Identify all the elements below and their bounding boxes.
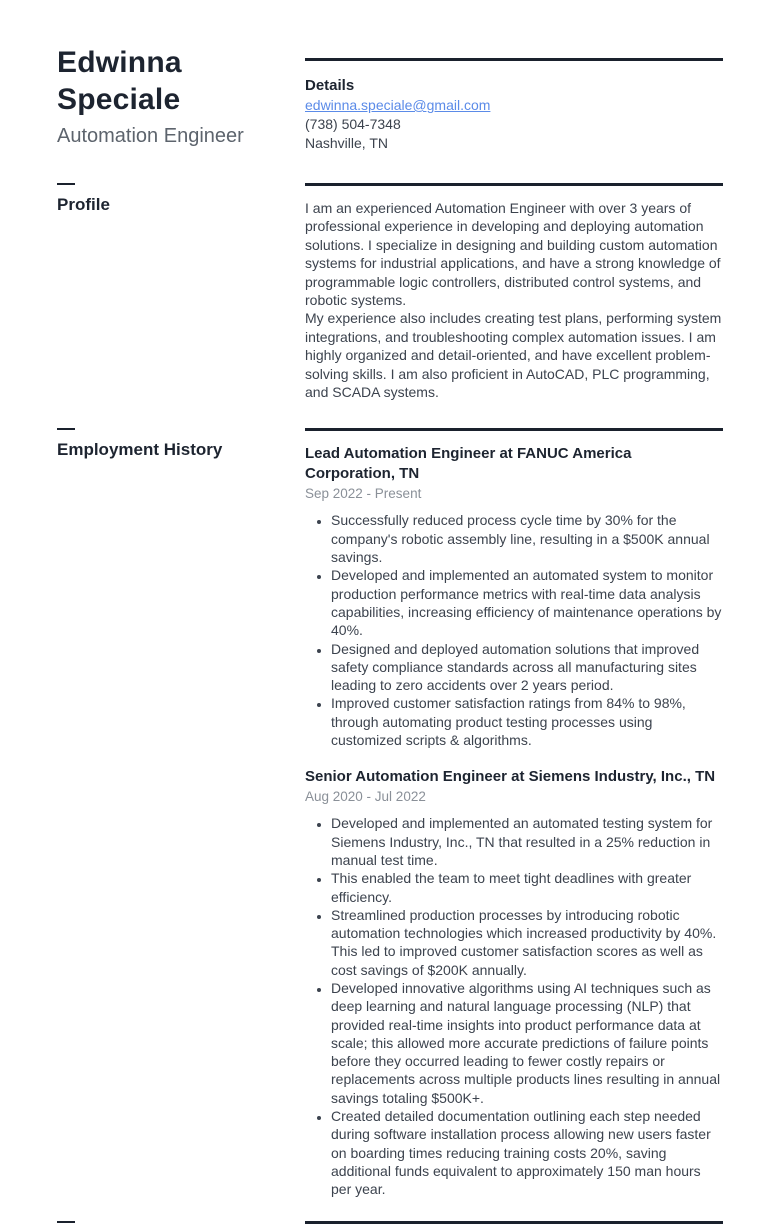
job-entry [305,444,723,749]
next-section-content [305,1221,723,1224]
job-bullet: • This enabled the team to meet tight deadlines with greater efficiency. [331,869,723,906]
next-section-label-block [57,1221,290,1224]
details-heading: Details [305,77,355,94]
job-bullet-list [305,814,723,1198]
profile-heading: Profile [57,195,110,214]
job-bullet-list [305,511,723,749]
job-bullet: • Developed and implemented an automated testing system for Siemens Industry, Inc., TN that resulted in a 25% reduction in manual test time. [331,814,723,869]
next-section-divider-dash [57,1221,75,1223]
job-title: Senior Automation Engineer at Siemens Industry, Inc., TN [305,768,716,786]
employment-label-block [57,428,290,1198]
job-bullet: • Successfully reduced process cycle time by 30% for the company's robotic assembly line, resulting in a $500K annual savings. [331,511,723,566]
email-row [305,96,723,115]
profile-label-block [57,183,290,401]
job-dates: Sep 2022 - Present [305,486,422,502]
job-bullet: • Streamlined production processes by introducing robotic automation technologies which increased productivity by 40%. This led to improved customer satisfaction scores as well as cost savings of $200K annually. [331,906,723,979]
resume-page [0,44,768,1198]
profile-paragraph: My experience also includes creating test plans, performing system integrations, and troubleshooting complex automation issues. I am highly organized and detail-oriented, and have excellent problem-solving skills. I am also proficient in AutoCAD, PLC programming, and SCADA systems. [305,310,722,401]
profile-content [305,183,723,401]
profile-paragraph: I am an experienced Automation Engineer with over 3 years of professional experience in developing and deploying automation solutions. I specialize in designing and building custom automation systems for industrial applications, and have a strong knowledge of programmable logic controllers, distributed control systems, and robotic systems. [305,200,721,309]
location-text: Nashville, TN [305,134,388,151]
candidate-name: Edwinna Speciale [57,46,182,116]
candidate-job-title: Automation Engineer [57,125,244,147]
job-dates: Aug 2020 - Jul 2022 [305,789,426,805]
header-section [0,44,768,152]
employment-content [305,428,723,1198]
name-block [57,44,290,152]
job-bullet: • Developed and implemented an automated system to monitor production performance metrics with real-time data analysis capabilities, increasing efficiency of maintenance operations by 40%. [331,566,723,639]
job-title: Lead Automation Engineer at FANUC America Corporation, TN [305,445,632,483]
job-bullet: • Developed innovative algorithms using AI techniques such as deep learning and natural language processing (NLP) that provided real-time insights into product performance data at scale; this allowed more accurate predictions of failure points before they occurred leading to fewer costly repairs or replacements across multiple products lines resulting in annual savings totaling $500K+. [331,979,723,1107]
job-bullet: • Improved customer satisfaction ratings from 84% to 98%, through automating product testing processes using customized scripts & algorithms. [331,694,723,749]
job-entry [305,767,723,1198]
employment-heading: Employment History [57,440,223,460]
job-bullet: • Created detailed documentation outlining each step needed during software installation process allowing new users faster on boarding times reducing training costs 20%, saving additional funds equivalent to approximately 150 man hours per year. [331,1107,723,1198]
employment-divider-dash [57,428,75,430]
job-bullet: • Designed and deployed automation solutions that improved safety compliance standards across all manufacturing sites leading to zero accidents over 2 years period. [331,640,723,695]
details-section [305,58,723,152]
profile-section [0,183,768,401]
email-link[interactable]: edwinna.speciale@gmail.com [305,97,491,113]
profile-divider-dash [57,183,75,185]
employment-section [0,428,768,1198]
next-section-divider-rule [305,1221,723,1224]
phone-number: (738) 504-7348 [305,116,401,132]
next-section-divider [0,1221,768,1224]
